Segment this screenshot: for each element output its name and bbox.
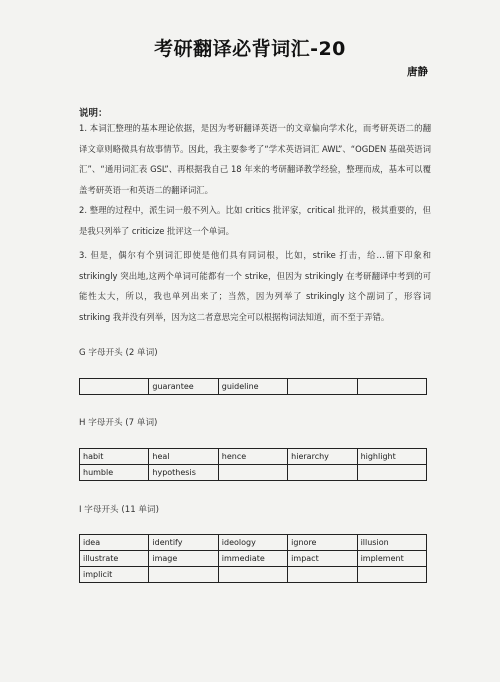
- word-cell: habit: [80, 449, 149, 465]
- word-cell: [218, 465, 287, 481]
- table-row: [80, 535, 427, 551]
- word-cell: ignore: [288, 535, 357, 551]
- word-cell: [357, 465, 426, 481]
- table-row: [80, 379, 427, 395]
- word-cell: [288, 379, 357, 395]
- note-paragraph-1: 1. 本词汇整理的基本理论依据，是因为考研翻译英语一的文章偏向学术化，而考研英语二的翻译文章则略微具有故事情节。因此，我主要参考了“学术英语词汇 AWL”、“OGDEN 基础英语词汇”、“通用词汇表 GSL”、再根据我自己 18 年来的考研翻译教学经验，整理而成，基本可以覆盖考研英语一和英语二的翻译词汇。: [79, 123, 431, 195]
- word-cell: humble: [80, 465, 149, 481]
- note-heading: 说明：: [79, 108, 108, 119]
- word-cell: [288, 567, 357, 583]
- table-row: [80, 551, 427, 567]
- section-title-i: I 字母开头 (11 单词): [79, 505, 159, 515]
- word-cell: heal: [149, 449, 218, 465]
- word-table-h: [79, 448, 427, 481]
- word-cell: impact: [288, 551, 357, 567]
- word-cell: hence: [218, 449, 287, 465]
- word-cell: guideline: [218, 379, 287, 395]
- table-row: [80, 465, 427, 481]
- note-paragraph-2: 2. 整理的过程中，派生词一般不列入。比如 critics 批评家，critical 批评的，极其重要的，但是我只列举了 criticize 批评这一个单词。: [79, 205, 431, 236]
- word-cell: guarantee: [149, 379, 218, 395]
- word-cell: [149, 567, 218, 583]
- word-cell: [357, 567, 426, 583]
- word-cell: illusion: [357, 535, 426, 551]
- word-cell: hypothesis: [149, 465, 218, 481]
- word-table-g: [79, 378, 427, 395]
- word-cell: identify: [149, 535, 218, 551]
- word-cell: implement: [357, 551, 426, 567]
- table-row: [80, 567, 427, 583]
- table-row: [80, 449, 427, 465]
- word-cell: ideology: [218, 535, 287, 551]
- section-title-h: H 字母开头 (7 单词): [79, 418, 158, 428]
- word-cell: highlight: [357, 449, 426, 465]
- word-cell: [80, 379, 149, 395]
- author-name: 唐静: [407, 66, 428, 78]
- word-cell: immediate: [218, 551, 287, 567]
- word-cell: image: [149, 551, 218, 567]
- section-title-g: G 字母开头 (2 单词): [79, 348, 158, 358]
- word-cell: [288, 465, 357, 481]
- note-paragraph-3: 3. 但是，偶尔有个别词汇即使是他们具有同词根，比如，strike 打击，给…留下印象和 strikingly 突出地,这两个单词可能都有一个 strike，但因为 strikingly 在考研翻译中考到的可能性太大，所以，我也单列出来了；当然，因为列举了 strikingly 这个副词了，形容词 striking 我并没有列举，因为这二者意思完全可以根据构词法知道，而不至于弄错。: [79, 250, 431, 322]
- word-cell: idea: [80, 535, 149, 551]
- document-title: 考研翻译必背词汇-20: [154, 38, 346, 60]
- word-cell: [218, 567, 287, 583]
- word-cell: [357, 379, 426, 395]
- word-cell: implicit: [80, 567, 149, 583]
- word-cell: hierarchy: [288, 449, 357, 465]
- word-table-i: [79, 534, 427, 583]
- word-cell: illustrate: [80, 551, 149, 567]
